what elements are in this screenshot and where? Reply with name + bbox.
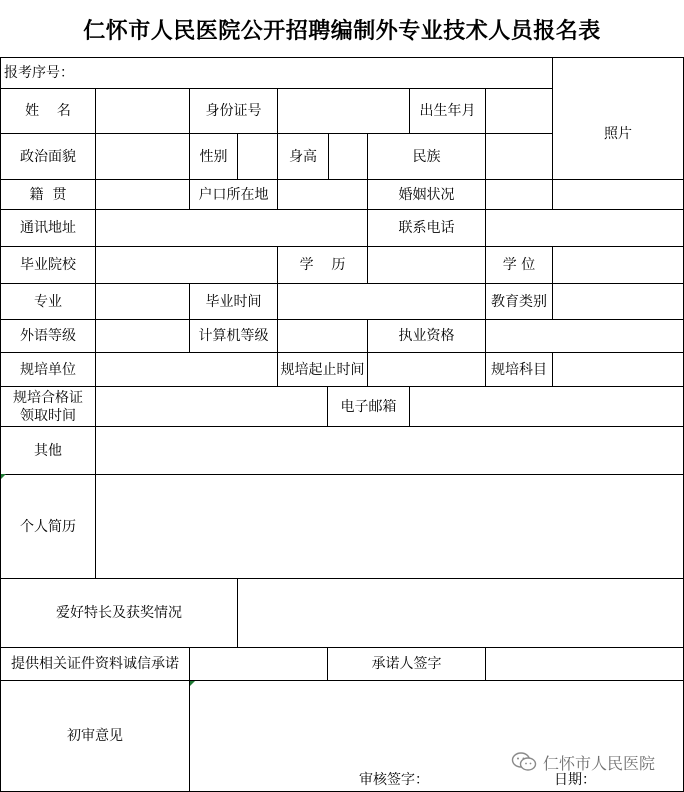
school-label: 毕业院校	[20, 257, 76, 273]
name-label: 姓 名	[25, 103, 71, 119]
gender-label: 性别	[199, 148, 228, 165]
serial-no-label: 报考序号：	[4, 65, 74, 81]
name-field[interactable]	[96, 89, 189, 133]
computer-label: 计算机等级	[198, 328, 269, 344]
major-field[interactable]	[96, 284, 189, 319]
computer-field[interactable]	[278, 320, 367, 352]
email-label: 电子邮箱	[340, 398, 397, 415]
political-field[interactable]	[96, 134, 189, 179]
marital-label: 婚姻状况	[398, 186, 455, 203]
watermark-text: 仁怀市人民医院	[543, 753, 656, 773]
form-title: 仁怀市人民医院公开招聘编制外专业技术人员报名表	[83, 18, 601, 44]
training-subject-label: 规培科目	[491, 361, 547, 378]
address-field[interactable]	[96, 210, 367, 246]
foreign-lang-field[interactable]	[96, 320, 189, 352]
date-label: 日期：	[554, 772, 596, 788]
ethnicity-field[interactable]	[486, 134, 552, 179]
edu-type-label: 教育类别	[491, 293, 547, 310]
degree-field[interactable]	[553, 247, 683, 283]
education-label: 学 历	[299, 257, 346, 273]
wechat-icon	[511, 751, 537, 773]
hukou-label: 户口所在地	[198, 186, 269, 203]
commitment-field[interactable]	[190, 648, 327, 680]
hukou-field[interactable]	[278, 180, 367, 209]
training-unit-label: 规培单位	[20, 361, 76, 378]
edu-type-field[interactable]	[553, 284, 683, 319]
id-no-field[interactable]	[278, 89, 409, 133]
marital-field[interactable]	[486, 180, 552, 209]
education-field[interactable]	[368, 247, 485, 283]
hobbies-label: 爱好特长及获奖情况	[56, 605, 182, 621]
signer-field[interactable]	[486, 648, 683, 680]
id-no-label: 身份证号	[205, 103, 262, 119]
address-label: 通讯地址	[20, 220, 76, 236]
phone-label: 联系电话	[398, 220, 455, 236]
license-field[interactable]	[486, 320, 683, 352]
training-unit-field[interactable]	[96, 353, 277, 386]
native-place-label: 籍 贯	[29, 186, 67, 203]
grad-time-field[interactable]	[278, 284, 485, 319]
resume-field[interactable]	[96, 475, 683, 578]
school-field[interactable]	[96, 247, 277, 283]
hobbies-field[interactable]	[238, 579, 683, 647]
email-field[interactable]	[410, 387, 683, 426]
height-label: 身高	[289, 148, 317, 165]
ethnicity-label: 民族	[412, 148, 441, 165]
gender-field[interactable]	[238, 134, 277, 179]
political-label: 政治面貌	[20, 148, 76, 165]
training-cert-label: 规培合格证 领取时间	[13, 389, 83, 424]
training-period-field[interactable]	[368, 353, 485, 386]
height-field[interactable]	[329, 134, 367, 179]
photo-label: 照片	[604, 125, 632, 142]
commitment-label: 提供相关证件资料诚信承诺	[11, 656, 179, 672]
training-period-label: 规培起止时间	[280, 361, 365, 378]
birth-field[interactable]	[486, 89, 552, 133]
training-cert-field[interactable]	[96, 387, 327, 426]
degree-label: 学 位	[502, 257, 536, 273]
major-label: 专业	[34, 293, 62, 310]
signer-label: 承诺人签字	[371, 656, 442, 672]
watermark	[511, 748, 655, 776]
license-label: 执业资格	[398, 328, 455, 344]
training-subject-field[interactable]	[553, 353, 683, 386]
other-label: 其他	[34, 442, 62, 459]
review-sign-label: 审核签字：	[359, 772, 429, 788]
birth-label: 出生年月	[419, 103, 476, 119]
foreign-lang-label: 外语等级	[20, 328, 76, 344]
native-place-field[interactable]	[96, 180, 189, 209]
resume-label: 个人简历	[20, 518, 76, 535]
review-label: 初审意见	[67, 728, 123, 744]
grad-time-label: 毕业时间	[205, 293, 262, 310]
phone-field[interactable]	[486, 210, 683, 246]
other-field[interactable]	[96, 427, 683, 474]
